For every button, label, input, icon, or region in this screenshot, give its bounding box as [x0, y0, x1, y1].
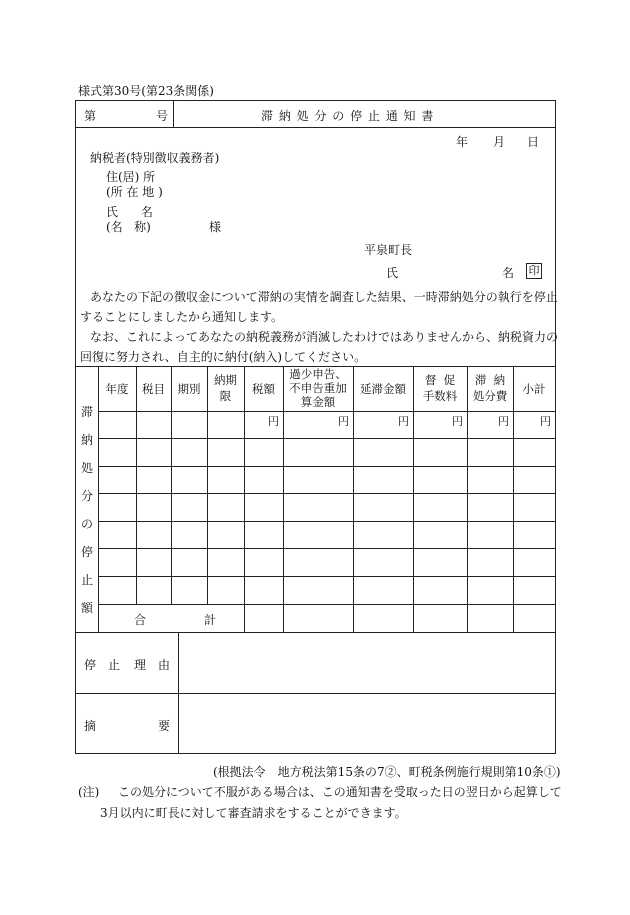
col-header-penalty-1: 過少申告、 — [289, 367, 347, 381]
col-header-disp-2: 処分費 — [472, 389, 508, 403]
col-header-due-2: 限 — [219, 389, 232, 403]
summary-char-1: 摘 — [84, 719, 97, 733]
note-line-1: この処分について不服がある場合は、この通知書を受取った日の翌日から起算して — [118, 785, 562, 799]
yen-unit-delay: 円 — [398, 415, 409, 428]
stop-reason-char-4: 由 — [158, 658, 171, 672]
body-line-1: あなたの下記の徴収金について滞納の実情を調査した結果、一時滞納処分の執行を停止 — [90, 290, 558, 304]
col-header-disp-1: 滞 納 — [474, 373, 506, 387]
col-header-item: 税目 — [142, 382, 165, 396]
stop-reason-char-1: 停 — [84, 658, 97, 672]
col-header-dun-2: 手数料 — [422, 389, 458, 403]
issuer-name-label-2: 名 — [502, 266, 515, 280]
total-label-2: 計 — [204, 613, 217, 627]
date-day-label: 日 — [527, 135, 540, 149]
taxpayer-name-label: 氏 名 — [106, 205, 153, 219]
col-header-penalty-3: 算金額 — [300, 395, 336, 409]
stop-reason-char-3: 理 — [134, 658, 147, 672]
side-label-char-3: 処 — [81, 461, 94, 475]
col-header-tax: 税額 — [252, 382, 275, 396]
address-label: 住(居) 所 — [106, 170, 156, 184]
note-line-2: 3月以内に町長に対して審査請求をすることができます。 — [100, 806, 407, 820]
summary-char-2: 要 — [158, 719, 171, 733]
col-header-period: 期別 — [177, 382, 201, 396]
notice-number-suffix: 号 — [156, 109, 169, 123]
taxpayer-name-sub-label: (名 称) — [106, 220, 151, 234]
body-line-3: なお、これによってあなたの納税義務が消滅したわけではありませんから、納税資力の — [90, 330, 559, 344]
note-prefix: (注) — [78, 785, 100, 799]
side-label-char-7: 止 — [81, 573, 94, 587]
col-header-dun-1: 督 促 — [424, 373, 456, 387]
col-header-delay: 延滞金額 — [360, 382, 406, 396]
notice-form-frame — [75, 100, 559, 754]
seal-mark: 印 — [526, 263, 542, 279]
taxpayer-label: 納税者(特別徴収義務者) — [90, 151, 220, 165]
body-line-4: 回復に努力され、自主的に納付(納入)してください。 — [80, 350, 367, 364]
issuer-title: 平泉町長 — [364, 243, 413, 257]
date-year-label: 年 — [456, 135, 469, 149]
side-label-char-4: 分 — [81, 489, 94, 503]
yen-unit-disposal: 円 — [498, 415, 509, 428]
col-header-subtotal: 小計 — [522, 382, 546, 396]
document-title: 滞 納 処 分 の 停 止 通 知 書 — [261, 109, 435, 123]
honorific: 様 — [209, 220, 222, 234]
side-label-char-8: 額 — [81, 601, 94, 615]
side-label-char-2: 納 — [81, 433, 94, 447]
yen-unit-tax: 円 — [268, 415, 279, 428]
side-label-char-1: 滞 — [81, 405, 94, 419]
body-line-2: することにしましたから通知します。 — [80, 310, 284, 324]
side-label-char-6: 停 — [81, 545, 94, 559]
issuer-name-label: 氏 — [386, 266, 399, 280]
col-header-due-1: 納期 — [214, 373, 237, 387]
side-label-char-5: の — [81, 517, 94, 531]
total-label-1: 合 — [134, 613, 147, 627]
form-number-label: 様式第30号(第23条関係) — [78, 84, 214, 98]
stop-reason-char-2: 止 — [108, 658, 121, 672]
yen-unit-penalty: 円 — [338, 415, 349, 428]
address-sub-label: (所 在 地 ) — [106, 185, 163, 199]
col-header-penalty-2: 不申告重加 — [289, 381, 347, 395]
yen-unit-dun: 円 — [452, 415, 463, 428]
yen-unit-subtotal: 円 — [540, 415, 551, 428]
notice-number-prefix: 第 — [84, 109, 97, 123]
date-month-label: 月 — [493, 135, 506, 149]
col-header-year: 年度 — [105, 382, 129, 396]
legal-basis: (根拠法令 地方税法第15条の7②、町税条例施行規則第10条①) — [213, 765, 561, 779]
